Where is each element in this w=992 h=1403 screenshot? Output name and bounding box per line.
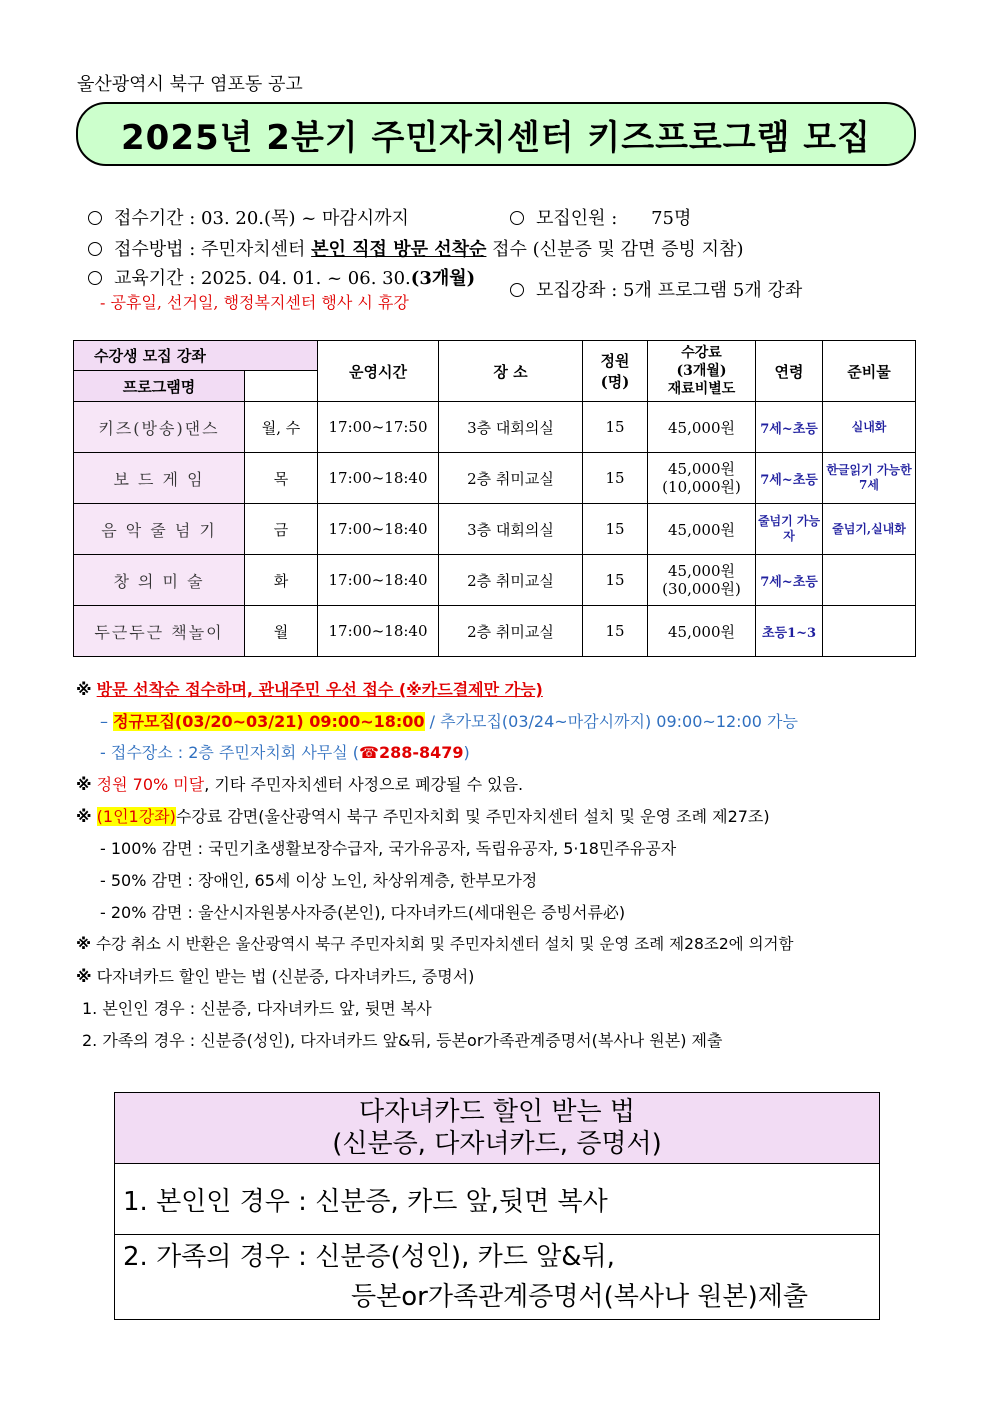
info-holiday-note: - 공휴일, 선거일, 행정복지센터 행사 시 휴강 bbox=[100, 293, 409, 312]
note-9: ※ 수강 취소 시 반환은 울산광역시 북구 주민자치회 및 주민자치센터 설치 및 운영 조례 제28조2에 의거함 bbox=[76, 935, 794, 953]
note-11: 1. 본인인 경우 : 신분증, 다자녀카드 앞, 뒷면 복사 bbox=[82, 999, 432, 1018]
course-table bbox=[73, 340, 916, 657]
note-10: ※ 다자녀카드 할인 받는 법 (신분증, 다자녀카드, 증명서) bbox=[76, 967, 475, 986]
header-capacity: 정원 (명) bbox=[583, 341, 648, 402]
table-row: 보 드 게 임 목 17:00~18:40 2층 취미교실 15 45,000원 (10,000원) 7세~초등 한글읽기 가능한7세 bbox=[74, 453, 916, 504]
header-time-cell: 운영시간 bbox=[318, 341, 439, 402]
info-recruit: 모집인원 : 75명 bbox=[510, 204, 691, 230]
note-5: ※ (1인1강좌)수강료 감면(울산광역시 북구 주민자치회 및 주민자치센터 설치 및 운영 조례 제27조) bbox=[76, 807, 770, 826]
header-course: 수강생 모집 강좌 bbox=[74, 341, 318, 371]
circle-bullet-icon bbox=[510, 211, 524, 225]
table-row: 창 의 미 술 화 17:00~18:40 2층 취미교실 15 45,000원 (30,000원) 7세~초등 bbox=[74, 555, 916, 606]
notice-header: 울산광역시 북구 염포동 공고 bbox=[77, 74, 303, 95]
table-row: 음 악 줄 넘 기 금 17:00~18:40 3층 대회의실 15 45,000원 줄넘기 가능자 줄넘기,실내화 bbox=[74, 504, 916, 555]
box-title: 다자녀카드 할인 받는 법 (신분증, 다자녀카드, 증명서) bbox=[115, 1093, 880, 1164]
info-edu: 교육기간 : 2025. 04. 01. ~ 06. 30.(3개월) bbox=[88, 264, 475, 290]
note-7: - 50% 감면 : 장애인, 65세 이상 노인, 차상위계층, 한부모가정 bbox=[100, 871, 538, 890]
info-courses: 모집강좌 : 5개 프로그램 5개 강좌 bbox=[510, 276, 802, 302]
note-12: 2. 가족의 경우 : 신분증(성인), 다자녀카드 앞&뒤, 등본or가족관계증명서(복사나 원본) 제출 bbox=[82, 1031, 723, 1050]
circle-bullet-icon bbox=[88, 211, 102, 225]
circle-bullet-icon bbox=[88, 242, 102, 256]
header-prep: 준비물 bbox=[823, 341, 916, 402]
table-row: 두근두근 책놀이 월 17:00~18:40 2층 취미교실 15 45,000원 초등1~3 bbox=[74, 606, 916, 657]
note-1: ※ 방문 선착순 접수하며, 관내주민 우선 접수 (※카드결제만 가능) bbox=[76, 680, 543, 699]
box-line-1: 1. 본인인 경우 : 신분증, 카드 앞,뒷면 복사 bbox=[115, 1164, 880, 1235]
page-title bbox=[76, 102, 916, 166]
header-fee: 수강료 (3개월) 재료비별도 bbox=[648, 341, 756, 402]
page-title-text: 2025년 2분기 주민자치센터 키즈프로그램 모집 bbox=[121, 117, 871, 158]
header-program: 프로그램명 bbox=[74, 371, 245, 402]
header-place: 장 소 bbox=[439, 341, 583, 402]
table-row: 키즈(방송)댄스 월, 수 17:00~17:50 3층 대회의실 15 45,000원 7세~초등 실내화 bbox=[74, 402, 916, 453]
note-4: ※ 정원 70% 미달, 기타 주민자치센터 사정으로 폐강될 수 있음. bbox=[76, 775, 524, 794]
note-8: - 20% 감면 : 울산시자원봉사자증(본인), 다자녀카드(세대원은 증빙서류必) bbox=[100, 903, 626, 922]
note-3: - 접수장소 : 2층 주민자치회 사무실 (☎288-8479) bbox=[100, 743, 470, 762]
note-2: – 정규모집(03/20~03/21) 09:00~18:00 / 추가모집(03/24~마감시까지) 09:00~12:00 가능 bbox=[100, 712, 798, 731]
info-period: 접수기간 : 03. 20.(목) ~ 마감시까지 bbox=[88, 204, 409, 230]
box-line-2: 2. 가족의 경우 : 신분증(성인), 카드 앞&뒤, 등본or가족관계증명서(복사나 원본)제출 bbox=[115, 1235, 880, 1320]
note-6: - 100% 감면 : 국민기초생활보장수급자, 국가유공자, 독립유공자, 5·18민주유공자 bbox=[100, 839, 677, 858]
discount-info-box bbox=[114, 1092, 880, 1320]
circle-bullet-icon bbox=[88, 271, 102, 285]
header-age: 연령 bbox=[756, 341, 823, 402]
circle-bullet-icon bbox=[510, 283, 524, 297]
info-method: 접수방법 : 주민자치센터 본인 직접 방문 선착순 접수 (신분증 및 감면 증빙 지참) bbox=[88, 235, 743, 261]
